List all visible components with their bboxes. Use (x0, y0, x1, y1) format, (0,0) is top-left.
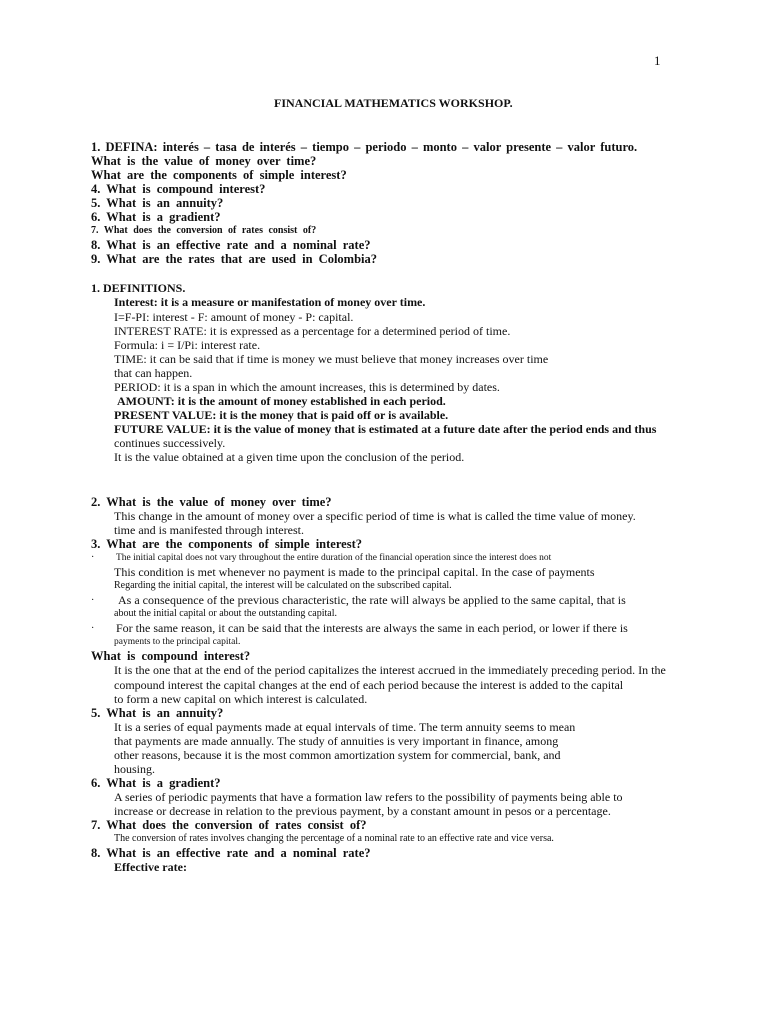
section-7-heading: 7. What does the conversion of rates consist of? (91, 818, 367, 832)
page-number: 1 (654, 53, 661, 68)
answer-line: housing. (114, 762, 156, 776)
question-1: 1. DEFINA: interés – tasa de interés – tiempo – periodo – monto – valor presente – valor futuro. (91, 140, 638, 154)
answer-line: This change in the amount of money over a specific period of time is what is called the time value of money. (114, 509, 636, 523)
answer-line: This condition is met whenever no payment is made to the principal capital. In the case of payments (114, 565, 595, 579)
definition-line: Formula: i = I/Pi: interest rate. (114, 338, 261, 352)
section-5-heading: 5. What is an annuity? (91, 706, 224, 720)
definition-line: PRESENT VALUE: it is the money that is paid off or is available. (114, 408, 449, 422)
answer-line: payments to the principal capital. (114, 637, 241, 647)
bullet-icon: · (91, 595, 95, 606)
question-8: 8. What is an effective rate and a nominal rate? (91, 238, 371, 252)
answer-line: For the same reason, it can be said that the interests are always the same in each period, or lower if there is (116, 621, 628, 635)
answer-line: other reasons, because it is the most common amortization system for commercial, bank, and (114, 748, 561, 762)
definition-line: It is the value obtained at a given time upon the conclusion of the period. (114, 450, 465, 464)
answer-line: time and is manifested through interest. (114, 523, 304, 537)
answer-line: compound interest the capital changes at the end of each period because the interest is added to the capital (114, 678, 624, 692)
answer-line: As a consequence of the previous characteristic, the rate will always be applied to the same capital, that is (118, 593, 626, 607)
answer-line: Effective rate: (114, 860, 187, 874)
answer-line: It is the one that at the end of the period capitalizes the interest accrued in the immediately preceding period. In the (114, 663, 666, 677)
answer-line: about the initial capital or about the outstanding capital. (114, 608, 337, 619)
definition-line: AMOUNT: it is the amount of money established in each period. (117, 394, 446, 408)
definition-line: FUTURE VALUE: it is the value of money that is estimated at a future date after the period ends and thus (114, 422, 657, 436)
section-8-heading: 8. What is an effective rate and a nominal rate? (91, 846, 371, 860)
question-5: 5. What is an annuity? (91, 196, 224, 210)
definition-line: that can happen. (114, 366, 193, 380)
answer-line: that payments are made annually. The study of annuities is very important in finance, among (114, 734, 559, 748)
question-7: 7. What does the conversion of rates consist of? (91, 225, 317, 236)
answer-line: increase or decrease in relation to the previous payment, by a constant amount in pesos or a percentage. (114, 804, 611, 818)
definition-line: continues successively. (114, 436, 226, 450)
bullet-icon: · (91, 623, 95, 634)
question-4: 4. What is compound interest? (91, 182, 266, 196)
definition-line: I=F-PI: interest - F: amount of money - P: capital. (114, 310, 354, 324)
answer-line: The initial capital does not vary throughout the entire duration of the financial operation since the interest does not (116, 553, 552, 563)
section-2-heading: 2. What is the value of money over time? (91, 495, 332, 509)
section-6-heading: 6. What is a gradient? (91, 776, 221, 790)
question-9: 9. What are the rates that are used in Colombia? (91, 252, 378, 266)
definition-line: Interest: it is a measure or manifestation of money over time. (114, 295, 426, 309)
answer-line: Regarding the initial capital, the interest will be calculated on the subscribed capital. (114, 580, 452, 591)
bullet-icon: · (91, 552, 95, 563)
answer-line: It is a series of equal payments made at equal intervals of time. The term annuity seems to mean (114, 720, 576, 734)
section-1-heading: 1. DEFINITIONS. (91, 281, 186, 295)
answer-line: A series of periodic payments that have a formation law refers to the possibility of payments being able to (114, 790, 623, 804)
section-3-heading: 3. What are the components of simple interest? (91, 537, 362, 551)
question-2: What is the value of money over time? (91, 154, 317, 168)
definition-line: PERIOD: it is a span in which the amount increases, this is determined by dates. (114, 380, 500, 394)
question-6: 6. What is a gradient? (91, 210, 221, 224)
section-4-heading: What is compound interest? (91, 649, 251, 663)
document-title: FINANCIAL MATHEMATICS WORKSHOP. (274, 96, 513, 110)
question-3: What are the components of simple interest? (91, 168, 347, 182)
answer-line: The conversion of rates involves changing the percentage of a nominal rate to an effective rate and vice versa. (114, 833, 554, 844)
definition-line: TIME: it can be said that if time is money we must believe that money increases over time (114, 352, 549, 366)
answer-line: to form a new capital on which interest is calculated. (114, 692, 368, 706)
definition-line: INTEREST RATE: it is expressed as a percentage for a determined period of time. (114, 324, 511, 338)
